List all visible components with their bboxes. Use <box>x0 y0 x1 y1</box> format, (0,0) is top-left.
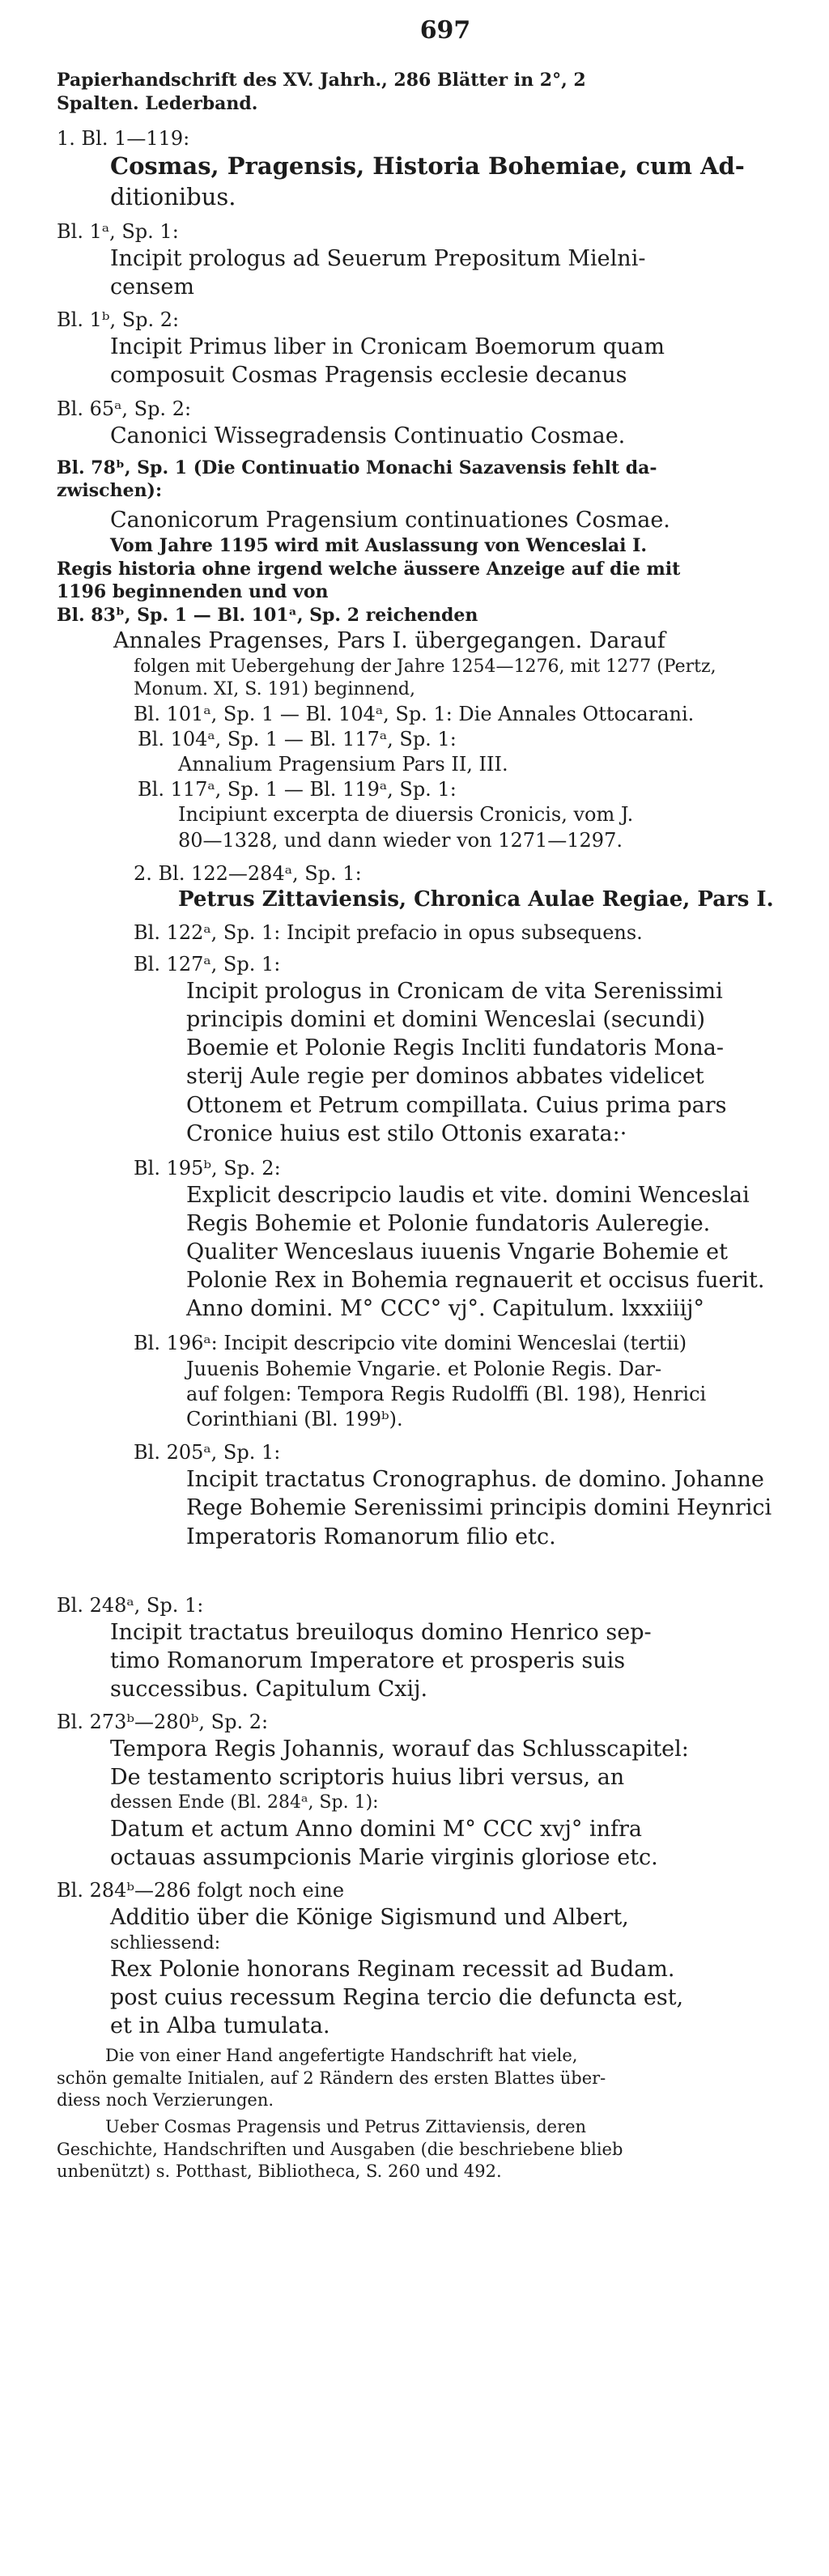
entry-text: Tempora Regis Johannis, worauf das Schlusscapitel: <box>110 1736 689 1762</box>
section-2-title: Petrus Zittaviensis, Chronica Aulae Regiae, Pars I. <box>178 887 774 912</box>
entry-text: censem <box>110 274 194 300</box>
entry-text: sterij Aule regie per dominos abbates videlicet <box>186 1064 704 1090</box>
entry-text: Annales Pragenses, Pars I. übergegangen. Darauf <box>113 628 665 654</box>
entry-ref: Bl. 284ᵇ—286 folgt noch eine <box>57 1879 345 1902</box>
entry-text: Imperatoris Romanorum filio etc. <box>186 1524 556 1549</box>
entry-ref: Bl. 78ᵇ, Sp. 1 (Die Continuatio Monachi Sazavensis fehlt da- <box>57 457 657 478</box>
footnote-line: schön gemalte Initialen, auf 2 Rändern des ersten Blattes über- <box>57 2068 606 2088</box>
entry-text: De testamento scriptoris huius libri versus, an <box>110 1765 625 1791</box>
footnote-line: diess noch Verzierungen. <box>57 2090 274 2111</box>
sub-entry: Bl. 104ᵃ, Sp. 1 — Bl. 117ᵃ, Sp. 1: <box>138 727 457 750</box>
footnote-line: Die von einer Hand angefertigte Handschrift hat viele, <box>105 2046 578 2066</box>
section-1-ref: 1. Bl. 1—119: <box>57 127 190 151</box>
entry-ref: Bl. 65ᵃ, Sp. 2: <box>57 397 192 420</box>
spacer <box>57 1551 785 1587</box>
footnote-line: Geschichte, Handschriften und Ausgaben (die beschriebene blieb <box>57 2139 623 2159</box>
intro-line: Papierhandschrift des XV. Jahrh., 286 Blätter in 2°, 2 <box>57 70 586 91</box>
manuscript-page <box>57 16 785 2183</box>
entry-text: Juuenis Bohemie Vngarie. et Polonie Regis. Dar- <box>186 1357 662 1380</box>
entry-text: Polonie Rex in Bohemia regnauerit et occisus fuerit. <box>186 1268 765 1294</box>
note-line: Regis historia ohne irgend welche äussere Anzeige auf die mit <box>57 558 681 580</box>
entry-text: Anno domini. M° CCC° vj°. Capitulum. lxxxiiij° <box>186 1296 704 1322</box>
entry-text: auf folgen: Tempora Regis Rudolffi (Bl. 198), Henrici <box>186 1382 707 1405</box>
entry-text: Canonici Wissegradensis Continuatio Cosmae. <box>110 423 626 448</box>
entry-text: Incipit tractatus breuiloqus domino Henrico sep- <box>110 1619 652 1645</box>
entry-text: et in Alba tumulata. <box>110 2013 330 2039</box>
entry-text: principis domini et domini Wenceslai (secundi) <box>186 1007 706 1033</box>
entry-text: Canonicorum Pragensium continuationes Cosmae. <box>110 507 670 533</box>
entry-ref: Bl. 273ᵇ—280ᵇ, Sp. 2: <box>57 1711 269 1734</box>
entry-text: composuit Cosmas Pragensis ecclesie decanus <box>110 363 627 389</box>
entry-text: folgen mit Uebergehung der Jahre 1254—1276, mit 1277 (Pertz, <box>134 656 716 677</box>
entry-ref: zwischen): <box>57 480 163 502</box>
entry-ref: Bl. 1ᵃ, Sp. 1: <box>57 219 179 243</box>
entry-text: Datum et actum Anno domini M° CCC xvj° infra <box>110 1817 642 1843</box>
entry-text: Boemie et Polonie Regis Incliti fundatoris Mona- <box>186 1035 725 1061</box>
entry-ref: Bl. 122ᵃ, Sp. 1: Incipit prefacio in opus subsequens. <box>134 920 643 944</box>
entry-text: Qualiter Wenceslaus iuuenis Vngarie Bohemie et <box>186 1239 728 1265</box>
sub-entry: Incipiunt excerpta de diuersis Cronicis, vom J. <box>178 803 634 827</box>
entry-text: Rege Bohemie Serenissimi principis domini Heynrici <box>186 1495 772 1521</box>
sub-entry: Bl. 117ᵃ, Sp. 1 — Bl. 119ᵃ, Sp. 1: <box>138 778 457 801</box>
entry-text: Incipit prologus ad Seuerum Prepositum Mielni- <box>110 245 646 271</box>
entry-ref: Bl. 205ᵃ, Sp. 1: <box>134 1441 281 1464</box>
section-1-title: ditionibus. <box>110 183 236 211</box>
entry-text: Incipit prologus in Cronicam de vita Serenissimi <box>186 979 723 1005</box>
entry-ref: Bl. 1ᵇ, Sp. 2: <box>57 308 180 332</box>
entry-text: dessen Ende (Bl. 284ᵃ, Sp. 1): <box>110 1792 379 1813</box>
footnote-line: unbenützt) s. Potthast, Bibliotheca, S. 260 und 492. <box>57 2161 502 2181</box>
entry-text: Incipit Primus liber in Cronicam Boemorum quam <box>110 334 665 360</box>
page-number: 697 <box>419 16 471 45</box>
entry-ref: Bl. 83ᵇ, Sp. 1 — Bl. 101ᵃ, Sp. 2 reichenden <box>57 604 478 626</box>
entry-text: timo Romanorum Imperatore et prosperis suis <box>110 1647 626 1673</box>
section-2-ref: 2. Bl. 122—284ᵃ, Sp. 1: <box>134 861 362 885</box>
sub-entry: 80—1328, und dann wieder von 1271—1297. <box>178 828 623 852</box>
entry-text: schliessend: <box>110 1932 221 1953</box>
entry-ref: Bl. 195ᵇ, Sp. 2: <box>134 1156 281 1180</box>
entry-text: Monum. XI, S. 191) beginnend, <box>134 679 415 700</box>
footnote-line: Ueber Cosmas Pragensis und Petrus Zittaviensis, deren <box>105 2117 587 2137</box>
entry-text: Ottonem et Petrum compillata. Cuius prima pars <box>186 1092 727 1118</box>
entry-text: Cronice huius est stilo Ottonis exarata:· <box>186 1120 627 1146</box>
entry-text: Rex Polonie honorans Reginam recessit ad Budam. <box>110 1957 675 1983</box>
entry-text: Regis Bohemie et Polonie fundatoris Auleregie. <box>186 1211 711 1237</box>
entry-text: post cuius recessum Regina tercio die defuncta est, <box>110 1985 684 2011</box>
entry-text: successibus. Capitulum Cxij. <box>110 1677 428 1702</box>
entry-ref: Bl. 248ᵃ, Sp. 1: <box>57 1593 204 1617</box>
sub-entry: Bl. 101ᵃ, Sp. 1 — Bl. 104ᵃ, Sp. 1: Die Annales Ottocarani. <box>134 702 695 725</box>
entry-ref: Bl. 127ᵃ, Sp. 1: <box>134 953 281 976</box>
entry-text: Explicit descripcio laudis et vite. domini Wenceslai <box>186 1182 750 1208</box>
note-line: Vom Jahre 1195 wird mit Auslassung von Wenceslai I. <box>110 535 648 557</box>
sub-entry: Annalium Pragensium Pars II, III. <box>178 753 508 776</box>
note-line: 1196 beginnenden und von <box>57 581 329 603</box>
section-1-title: Cosmas, Pragensis, Historia Bohemiae, cum Ad- <box>110 152 745 181</box>
intro-line: Spalten. Lederband. <box>57 92 258 114</box>
entry-text: Incipit tractatus Cronographus. de domino. Johanne <box>186 1467 764 1493</box>
entry-text: octauas assumpcionis Marie virginis gloriose etc. <box>110 1845 658 1871</box>
entry-text: Corinthiani (Bl. 199ᵇ). <box>186 1407 403 1430</box>
entry-text: Additio über die Könige Sigismund und Albert, <box>110 1905 629 1931</box>
entry-ref: Bl. 196ᵃ: Incipit descripcio vite domini Wenceslai (tertii) <box>134 1332 687 1355</box>
